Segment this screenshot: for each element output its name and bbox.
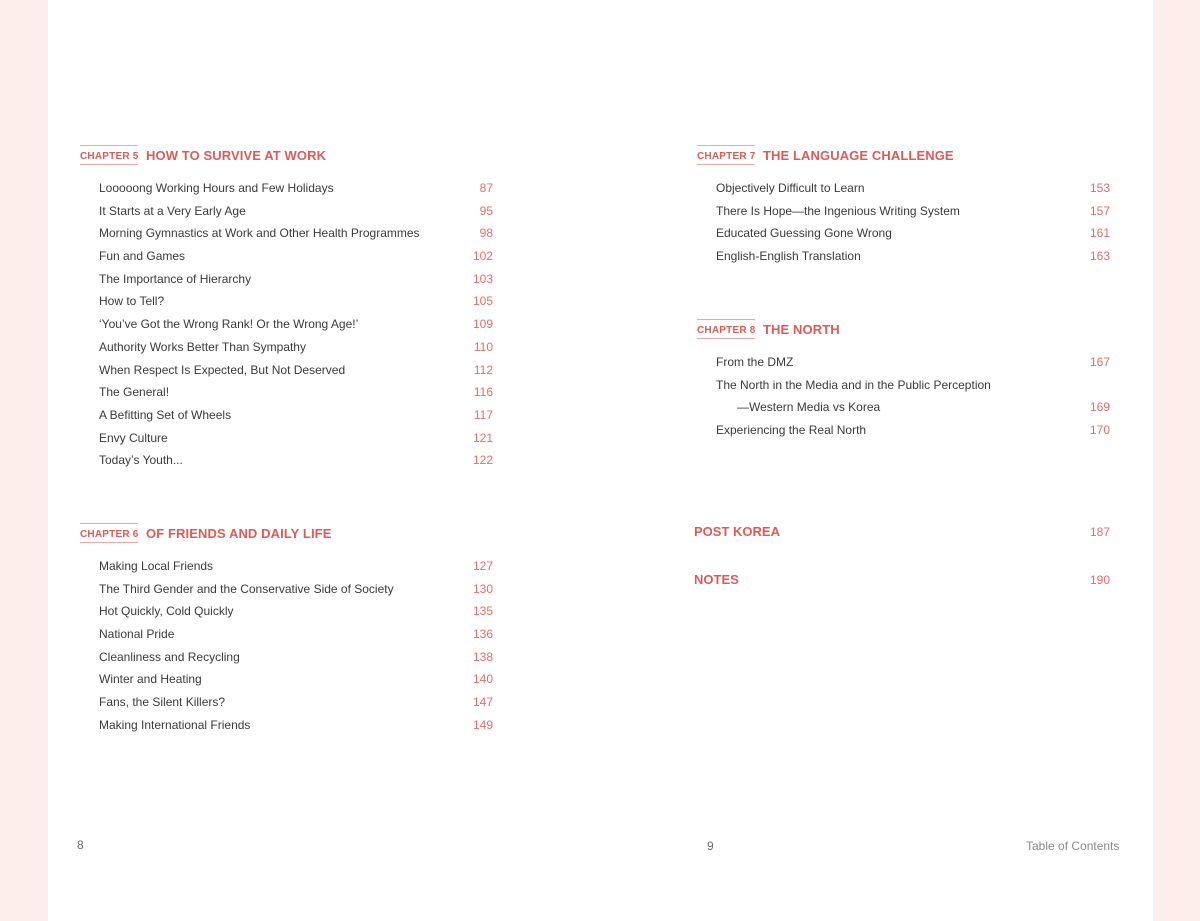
chapter-8: CHAPTER 8 THE NORTH From the DMZ 167 The North in the Media and in the Public Perception —Western Media vs Korea 169 Experiencing the Real North 170 xyxy=(697,319,1110,341)
chapter-title: THE LANGUAGE CHALLENGE xyxy=(763,148,954,163)
chapter-header xyxy=(80,523,493,545)
chapter-header xyxy=(80,145,493,167)
running-footer: Table of Contents xyxy=(1026,839,1120,853)
chapter-7: CHAPTER 7 THE LANGUAGE CHALLENGE Objectively Difficult to Learn 153 There Is Hope—the Ingenious Writing System 157 Educated Guessing Gone Wrong 161 English-English Translation 163 xyxy=(697,145,1110,167)
book-spread xyxy=(48,0,1153,921)
chapter-number: CHAPTER 7 xyxy=(697,145,755,165)
section-notes[interactable]: NOTES xyxy=(694,572,739,587)
chapter-title: OF FRIENDS AND DAILY LIFE xyxy=(146,526,332,541)
chapter-title: THE NORTH xyxy=(763,322,840,337)
chapter-number: CHAPTER 5 xyxy=(80,145,138,165)
chapter-number: CHAPTER 8 xyxy=(697,319,755,339)
section-notes-page: 190 xyxy=(1089,573,1110,587)
section-post-korea-page: 187 xyxy=(1089,525,1110,539)
section-post-korea[interactable]: POST KOREA xyxy=(694,524,780,539)
chapter-title: HOW TO SURVIVE AT WORK xyxy=(146,148,327,163)
chapter-header xyxy=(697,145,1110,167)
page-number-left: 8 xyxy=(77,838,84,852)
chapter-number: CHAPTER 6 xyxy=(80,523,138,543)
chapter-6: CHAPTER 6 OF FRIENDS AND DAILY LIFE Making Local Friends 127 The Third Gender and the Conservative Side of Society 130 Hot Quickly, Cold Quickly 135 National Pride 136 Cleanliness and Recycling 138 Winter and Heating 140 Fans, the Silent Killers? 147 Making International Friends 149 xyxy=(80,523,493,545)
chapter-header xyxy=(697,319,1110,341)
chapter-5: CHAPTER 5 HOW TO SURVIVE AT WORK Looooong Working Hours and Few Holidays 87 It Starts at a Very Early Age 95 Morning Gymnastics at Work and Other Health Programmes 98 Fun and Games 102 The Importance of Hierarchy 103 How to Tell? 105 ‘You’ve Got the Wrong Rank! Or the Wrong Age!’ 109 Authority Works Better Than Sympathy 110 When Respect Is Expected, But Not Deserved 112 The General! 116 A Befitting Set of Wheels 117 Envy Culture 121 Today’s Youth... 122 xyxy=(80,145,493,167)
page-number-right: 9 xyxy=(707,839,714,853)
